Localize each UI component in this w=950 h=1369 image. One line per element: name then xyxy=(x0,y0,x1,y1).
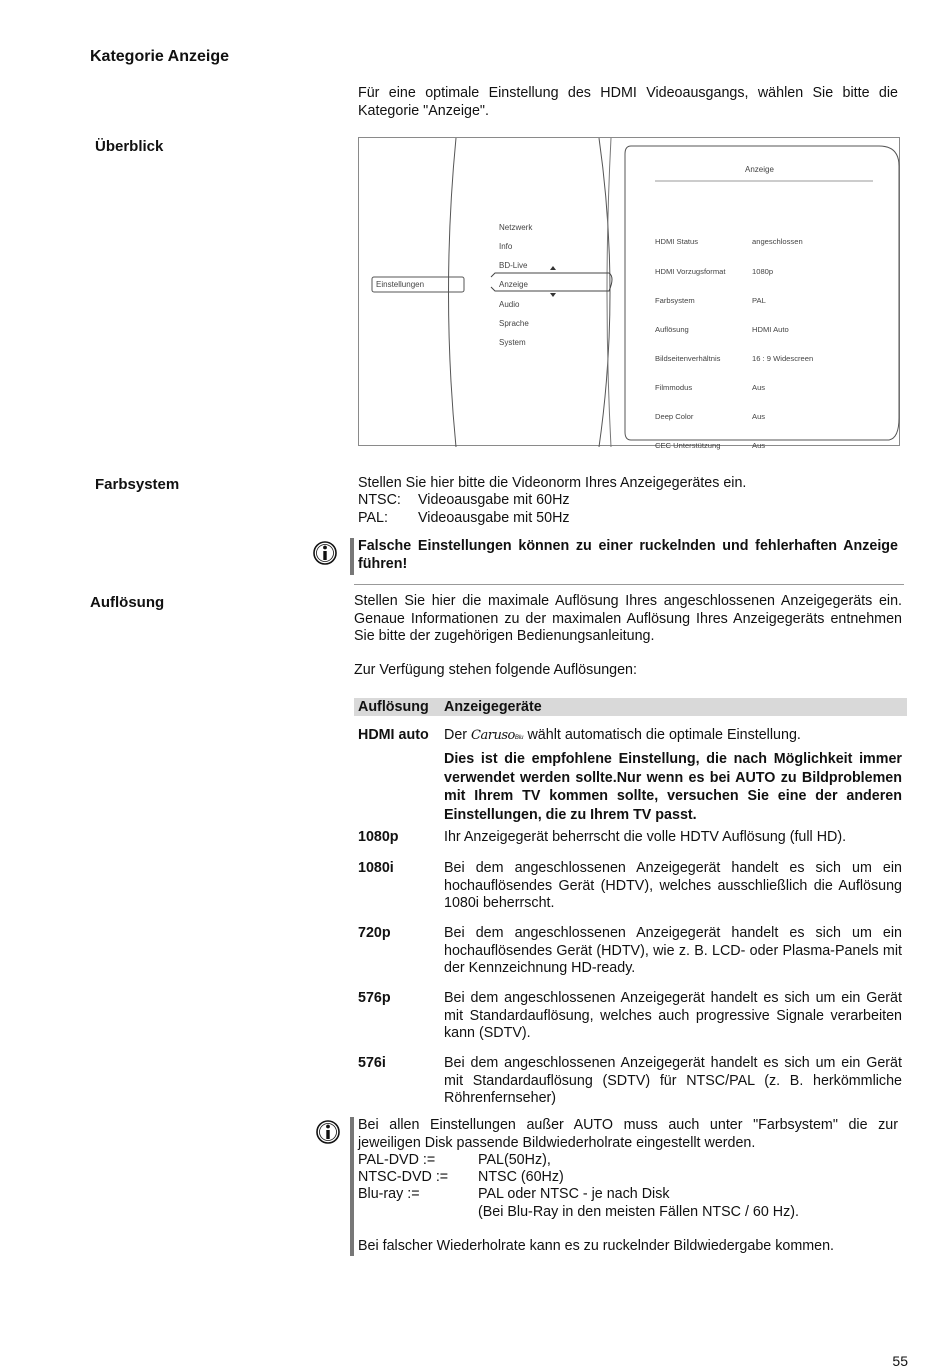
ntsc-value: Videoausgabe mit 60Hz xyxy=(418,492,570,508)
info-icon xyxy=(316,1120,340,1144)
screenshot-lines xyxy=(359,138,901,447)
menu-item-bd-live: BD-Live xyxy=(499,261,528,270)
row-key: 576p xyxy=(358,990,391,1006)
menu-item-system: System xyxy=(499,338,526,347)
caruso-logo: Caruso xyxy=(471,728,515,743)
row-value: Bei dem angeschlossenen Anzeigegerät handelt es sich um ein Gerät mit Standardauflösung (SDTV) für NTSC/PAL (z. B. herkömmliche Röhrenfernseher) xyxy=(444,1055,902,1106)
section-label-aufloesung: Auflösung xyxy=(90,594,165,611)
setting-name: CEC Unterstützung xyxy=(655,441,721,451)
divider xyxy=(354,584,904,585)
setting-value: Aus xyxy=(752,441,766,451)
ntsc-key: NTSC: xyxy=(358,492,401,508)
setting-value: angeschlossen xyxy=(752,237,803,247)
setting-value: HDMI Auto xyxy=(752,324,789,334)
setting-name: Auflösung xyxy=(655,324,689,334)
row-value: Bei dem angeschlossenen Anzeigegerät handelt es sich um ein Gerät mit Standardauflösung, welches auch progressive Signale verarbeiten kann (SDTV). xyxy=(444,990,902,1041)
row-key: 1080i xyxy=(358,860,394,876)
menu-item-netzwerk: Netzwerk xyxy=(499,223,533,232)
menu-item-anzeige: Anzeige xyxy=(499,280,528,289)
setting-value: PAL xyxy=(752,295,766,305)
note-bar xyxy=(350,538,354,575)
panel-setting-values xyxy=(752,218,813,470)
note-last: Bei falscher Wiederholrate kann es zu ruckelnder Bildwiedergabe kommen. xyxy=(358,1238,835,1254)
note-pal-value: PAL(50Hz), xyxy=(478,1152,551,1168)
note-bluray-value: PAL oder NTSC - je nach Disk xyxy=(478,1186,670,1202)
row-key: 1080p xyxy=(358,829,399,845)
menu-item-audio: Audio xyxy=(499,300,520,309)
setting-value: 1080p xyxy=(752,266,774,276)
table-header xyxy=(354,698,907,716)
setting-value: Aus xyxy=(752,412,766,422)
table-header-col2: Anzeigegeräte xyxy=(444,699,542,715)
setting-name: HDMI Status xyxy=(655,237,699,247)
row-key-hdmi-auto: HDMI auto xyxy=(358,727,429,743)
hdmi-auto-post: wählt automatisch die optimale Einstellung. xyxy=(527,727,801,743)
note-line1: Bei allen Einstellungen außer AUTO muss auch unter "Farbsystem" die zur jeweiligen Disk passende Bildwiederholrate eingestellt werden. xyxy=(358,1117,898,1151)
panel-title: Anzeige xyxy=(745,165,774,174)
settings-button-label: Einstellungen xyxy=(376,280,425,289)
note-ntsc-value: NTSC (60Hz) xyxy=(478,1169,564,1185)
row-key: 720p xyxy=(358,925,391,941)
panel-setting-names xyxy=(655,218,725,470)
row-value: Bei dem angeschlossenen Anzeigegerät handelt es sich um ein hochauflösendes Gerät (HDTV), wie z. B. LCD- oder Plasma-Panels mit der Kennzeichnung HD-ready. xyxy=(444,925,902,976)
page-heading: Kategorie Anzeige xyxy=(90,48,229,65)
note-bluray-value2: (Bei Blu-Ray in den meisten Fällen NTSC / 60 Hz). xyxy=(478,1204,800,1220)
setting-value: Aus xyxy=(752,382,766,392)
note-bluray-key: Blu-ray := xyxy=(358,1186,420,1202)
section-label-overview: Überblick xyxy=(95,138,164,155)
setting-name: Bildseitenverhältnis xyxy=(655,353,721,363)
farbsystem-text: Stellen Sie hier bitte die Videonorm Ihres Anzeigegerätes ein. xyxy=(358,475,747,491)
setting-name: Filmmodus xyxy=(655,382,693,392)
row-value: Bei dem angeschlossenen Anzeigegerät handelt es sich um ein hochauflösendes Gerät (HDTV), welches ausschließlich die Auflösung 1080i beherrscht. xyxy=(444,860,902,911)
setting-value: 16 : 9 Widescreen xyxy=(752,353,814,363)
intro-text: Für eine optimale Einstellung des HDMI Videoausgangs, wählen Sie bitte die Kategorie "Anzeige". xyxy=(358,85,898,119)
section-label-farbsystem: Farbsystem xyxy=(95,476,180,493)
pal-key: PAL: xyxy=(358,510,388,526)
aufloesung-text1: Stellen Sie hier die maximale Auflösung Ihres angeschlossenen Anzeigegeräts ein. Genaue Informationen zu der maximalen Auflösung Ihres Anzeigegeräts entnehmen Sie bitte der zugehörigen Bedienungsanleitung. xyxy=(354,593,902,644)
row-val-hdmi-auto xyxy=(444,727,902,748)
table-header-col1: Auflösung xyxy=(358,699,429,715)
page-number: 55 xyxy=(892,1353,908,1369)
hdmi-auto-recommendation: Dies ist die empfohlene Einstellung, die nach Möglichkeit immer verwendet werden sollte.Nur wenn es bei AUTO zu Bildproblemen mit Ihrem TV kommen sollte, versuchen Sie eine der anderen Einstellungen, die zu Ihrem TV passt. xyxy=(444,751,902,823)
row-key: 576i xyxy=(358,1055,386,1071)
aufloesung-text2: Zur Verfügung stehen folgende Auflösungen: xyxy=(354,662,637,678)
menu-screenshot xyxy=(358,137,900,451)
note-pal-key: PAL-DVD := xyxy=(358,1152,436,1168)
note-bar xyxy=(350,1117,354,1256)
farbsystem-warning: Falsche Einstellungen können zu einer ruckelnden und fehlerhaften Anzeige führen! xyxy=(358,538,898,572)
pal-value: Videoausgabe mit 50Hz xyxy=(418,510,570,526)
caruso-logo-suffix: Blu xyxy=(514,735,524,741)
hdmi-auto-pre: Der xyxy=(444,727,468,743)
setting-name: Deep Color xyxy=(655,412,694,422)
setting-name: Farbsystem xyxy=(655,295,695,305)
row-value: Ihr Anzeigegerät beherrscht die volle HDTV Auflösung (full HD). xyxy=(444,829,847,845)
note-ntsc-key: NTSC-DVD := xyxy=(358,1169,449,1185)
info-icon xyxy=(313,541,337,565)
setting-name: HDMI Vorzugsformat xyxy=(655,266,726,276)
menu-item-sprache: Sprache xyxy=(499,319,529,328)
menu-item-info: Info xyxy=(499,242,513,251)
